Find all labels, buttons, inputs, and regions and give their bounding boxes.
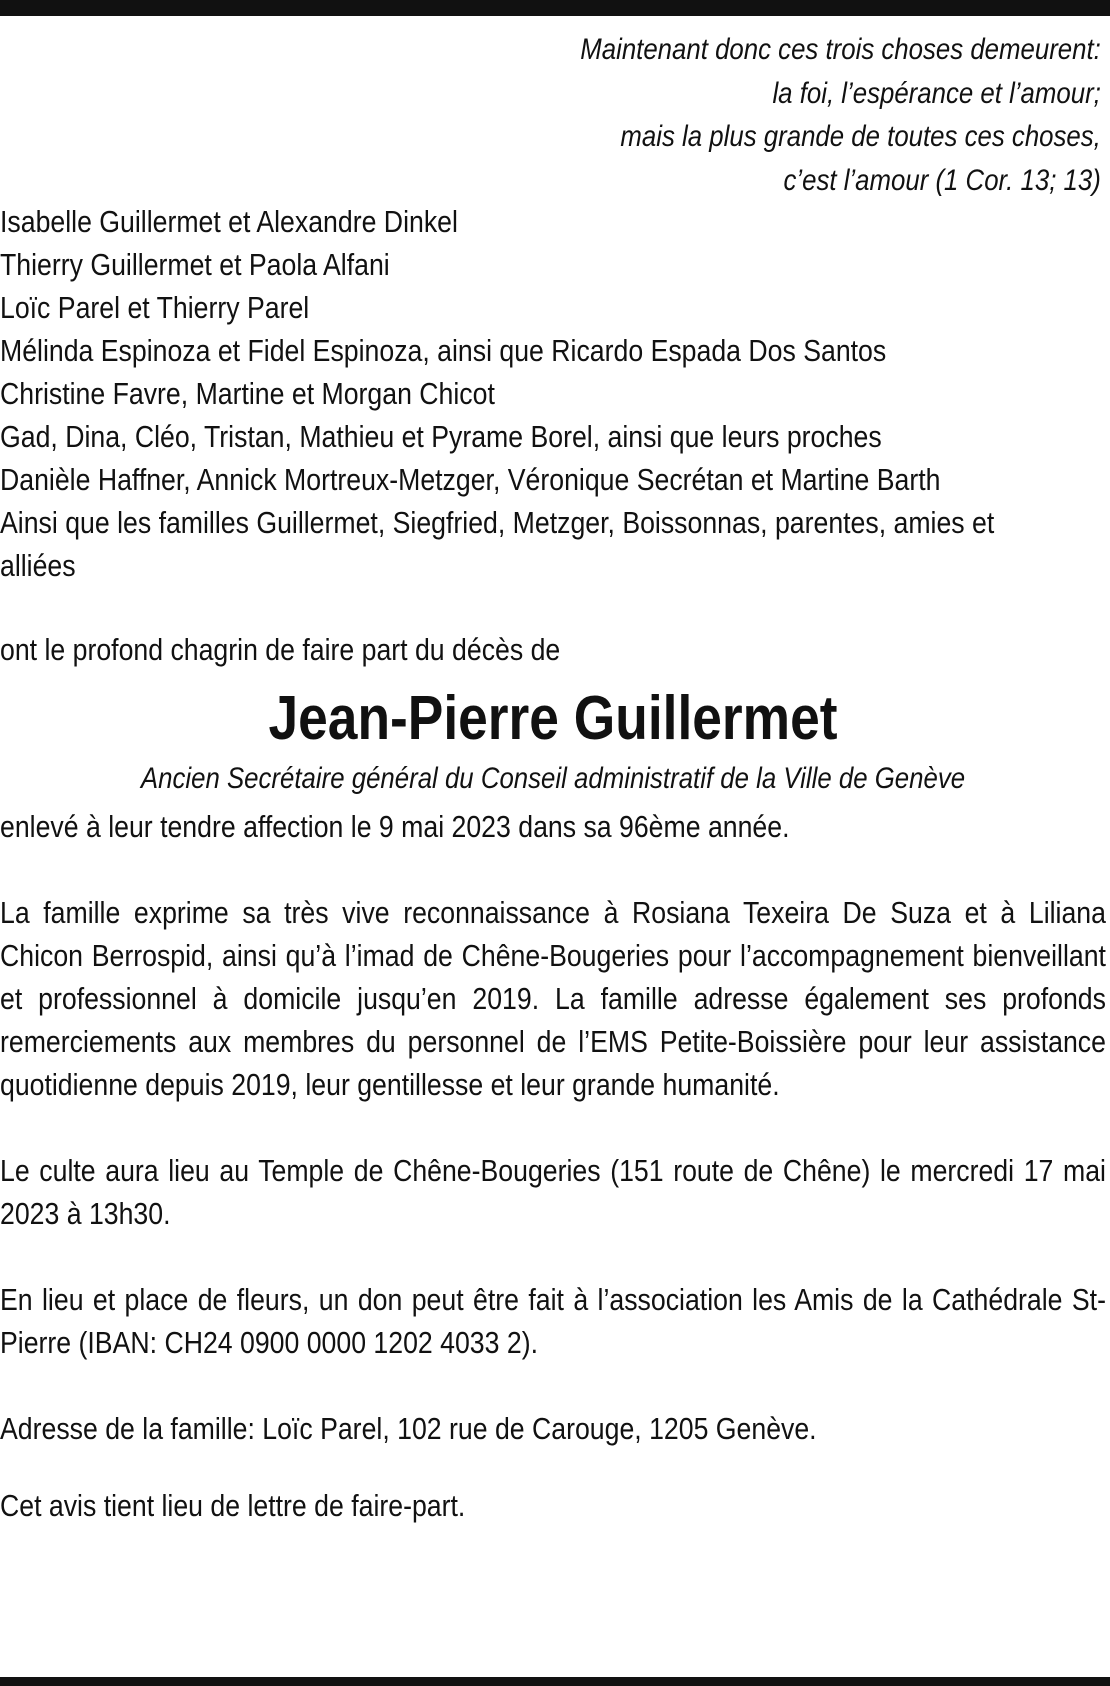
verse-line: mais la plus grande de toutes ces choses, bbox=[620, 120, 1101, 153]
death-line: enlevé à leur tendre affection le 9 mai 2023 dans sa 96ème année. bbox=[0, 809, 790, 844]
donation-paragraph: En lieu et place de fleurs, un don peut être fait à l’association les Amis de la Cathédrale St-Pierre (IBAN: CH24 0900 0000 1202 4033 2). bbox=[0, 1282, 1106, 1360]
mourners-list bbox=[0, 200, 1106, 587]
top-rule bbox=[0, 0, 1110, 16]
deceased-title: Ancien Secrétaire général du Conseil administratif de la Ville de Genève bbox=[140, 762, 966, 795]
verse-line: la foi, l’espérance et l’amour; bbox=[772, 76, 1101, 110]
family-address: Adresse de la famille: Loïc Parel, 102 rue de Carouge, 1205 Genève. bbox=[0, 1411, 817, 1446]
mourner-line: Mélinda Espinoza et Fidel Espinoza, ainsi que Ricardo Espada Dos Santos bbox=[0, 333, 887, 368]
thanks-paragraph: La famille exprime sa très vive reconnaissance à Rosiana Texeira De Suza et à Liliana Chicon Berrospid, ainsi qu’à l’imad de Chêne-Bougeries pour l’accompagnement bienveillant et professionnel à domicile jusqu’en 2019. La famille adresse également ses profonds remerciements aux membres du personnel de l’EMS Petite-Boissière pour leur assistance quotidienne depuis 2019, leur gentillesse et leur grande humanité. bbox=[0, 895, 1106, 1102]
verse-line: c’est l’amour (1 Cor. 13; 13) bbox=[783, 163, 1101, 197]
mourner-line: Loïc Parel et Thierry Parel bbox=[0, 290, 310, 325]
mourner-line: Isabelle Guillermet et Alexandre Dinkel bbox=[0, 204, 458, 239]
deceased-name: Jean-Pierre Guillermet bbox=[268, 684, 838, 753]
announcement-intro: ont le profond chagrin de faire part du décès de bbox=[0, 632, 561, 667]
mourner-line: Gad, Dina, Cléo, Tristan, Mathieu et Pyrame Borel, ainsi que leurs proches bbox=[0, 419, 882, 454]
verse-line: Maintenant donc ces trois choses demeurent: bbox=[580, 33, 1101, 66]
mourner-line: Thierry Guillermet et Paola Alfani bbox=[0, 247, 390, 282]
mourner-line: Ainsi que les familles Guillermet, Siegfried, Metzger, Boissonnas, parentes, amies et alliées bbox=[0, 505, 995, 583]
mourner-line: Danièle Haffner, Annick Mortreux-Metzger, Véronique Secrétan et Martine Barth bbox=[0, 462, 941, 497]
mourner-line: Christine Favre, Martine et Morgan Chicot bbox=[0, 376, 495, 411]
service-paragraph: Le culte aura lieu au Temple de Chêne-Bougeries (151 route de Chêne) le mercredi 17 mai 2023 à 13h30. bbox=[0, 1153, 1106, 1231]
obituary-notice bbox=[0, 28, 1106, 1527]
closing-note: Cet avis tient lieu de lettre de faire-part. bbox=[0, 1488, 466, 1523]
bible-verse bbox=[155, 28, 1106, 202]
bottom-rule bbox=[0, 1677, 1110, 1686]
